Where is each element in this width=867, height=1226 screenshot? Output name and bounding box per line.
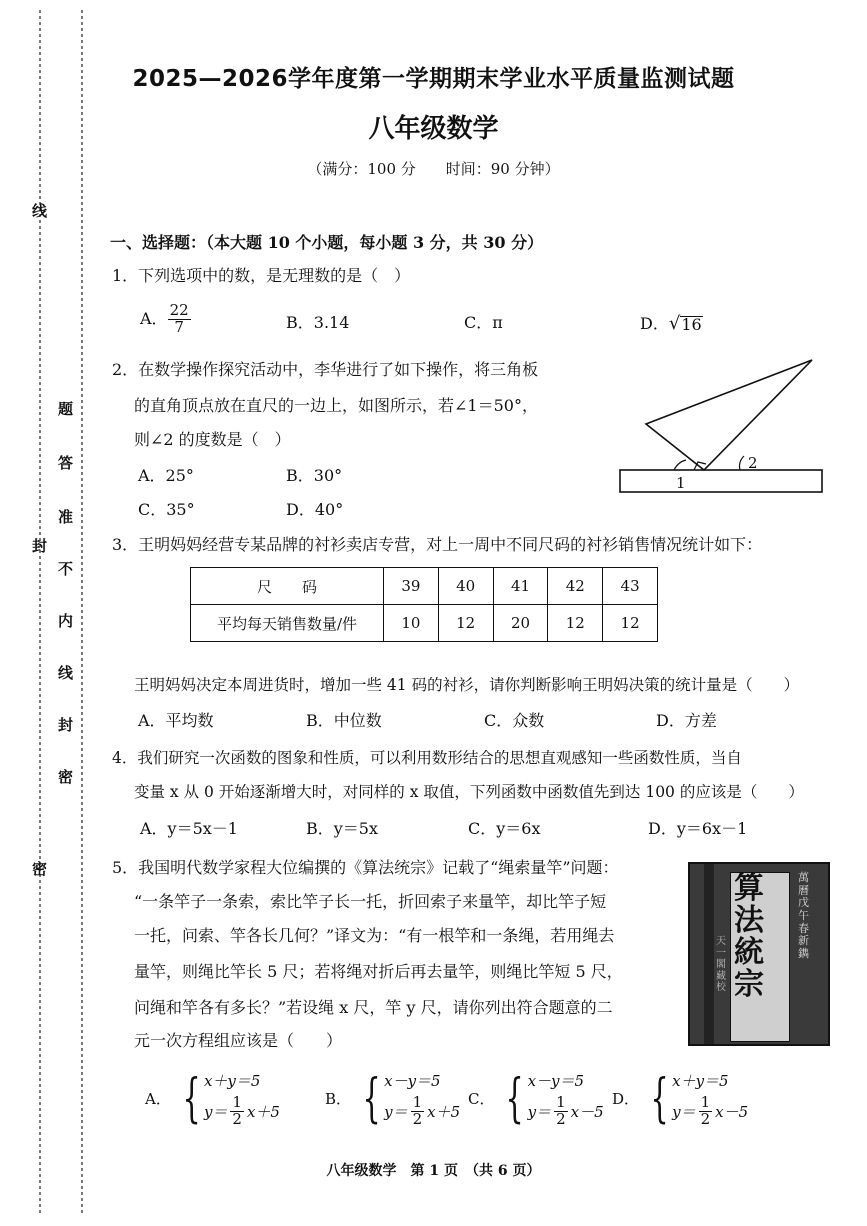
q5-option-c <box>468 1070 604 1128</box>
fraction-den: 2 <box>700 1109 711 1128</box>
margin-char-zhun: 准 <box>58 508 74 526</box>
table-row <box>191 605 658 642</box>
q5-option-b <box>325 1070 460 1128</box>
q1-d-label: D． <box>640 314 669 333</box>
eq-pre: y＝ <box>384 1102 408 1121</box>
table-cell: 10 <box>384 605 439 642</box>
suanfa-tongzong-book-image <box>688 862 830 1046</box>
equation-line-2 <box>384 1095 460 1128</box>
equation-system <box>498 1070 603 1128</box>
q5-line4: 量竿，则绳比竿长 5 尺；若将绳对折后再去量竿，则绳比竿短 5 尺， <box>134 962 623 981</box>
q1-d-radicand: 16 <box>681 314 702 334</box>
q2-line2: 的直角顶点放在直尺的一边上，如图所示，若∠1＝50°， <box>134 396 538 415</box>
q4-option-c: C．y＝6x <box>468 819 541 838</box>
fraction-num: 1 <box>232 1093 242 1111</box>
eq-post: x－5 <box>570 1102 604 1121</box>
fraction-den: 2 <box>556 1109 566 1128</box>
eq-pre: y＝ <box>672 1102 696 1121</box>
exam-meta: （满分：100 分 时间：90 分钟） <box>307 160 560 178</box>
equation-line-1: x＋y＝5 <box>203 1072 261 1090</box>
table-cell: 20 <box>493 605 548 642</box>
margin-char-mi-left: 密 <box>32 860 48 878</box>
q1-option-d <box>640 315 703 333</box>
equation-line-1: x＋y＝5 <box>672 1072 729 1090</box>
fraction <box>554 1095 568 1128</box>
q1-c-label: C． <box>464 313 493 332</box>
table-cell: 40 <box>438 568 493 605</box>
q1-a-fraction <box>168 303 191 336</box>
q5-option-d <box>612 1070 748 1128</box>
q4-option-a: A．y＝5x－1 <box>140 819 238 838</box>
fraction-den: 2 <box>232 1109 242 1128</box>
eq-post: x＋5 <box>427 1102 461 1121</box>
margin-char-nei: 内 <box>58 612 74 630</box>
table-cell: 12 <box>603 605 658 642</box>
q3-option-b: B．中位数 <box>306 711 382 730</box>
margin-char-bu: 不 <box>58 560 74 578</box>
q2-fig-label-2: 2 <box>748 454 758 472</box>
q2-line1: 2．在数学操作探究活动中，李华进行了如下操作，将三角板 <box>112 360 539 379</box>
book-small-caption: 萬曆戊午春新鐫 <box>798 871 809 960</box>
brace-icon: { <box>650 1068 669 1129</box>
q3-option-a: A．平均数 <box>138 711 214 730</box>
ruler <box>620 470 822 492</box>
q1-option-b: B．3.14 <box>286 313 350 332</box>
section-heading: 一、选择题：（本大题 10 个小题，每小题 3 分，共 30 分） <box>110 233 544 252</box>
fraction-den: 2 <box>412 1109 423 1128</box>
margin-char-ti: 题 <box>58 400 74 418</box>
fraction <box>699 1095 713 1128</box>
table-cell: 尺 码 <box>191 568 384 605</box>
q3-question: 王明妈妈决定本周进货时，增加一些 41 码的衬衫，请你判断影响王明妈决策的统计量是（ ） <box>134 676 800 694</box>
q5-line2: “一条竿子一条索，索比竿子长一托，折回索子来量竿，却比竿子短 <box>134 892 607 911</box>
sqrt-sign-icon: √ <box>668 313 681 334</box>
q3-table <box>190 567 658 642</box>
margin-char-feng: 封 <box>58 716 74 734</box>
q2-line3: 则∠2 的度数是（ ） <box>134 430 291 449</box>
q4-option-b: B．y＝5x <box>306 819 379 838</box>
q3-option-c: C．众数 <box>484 711 545 730</box>
q1-a-den: 7 <box>174 317 184 336</box>
book-char-suan: 算 <box>734 871 764 906</box>
table-cell: 12 <box>548 605 603 642</box>
q4-line2: 变量 x 从 0 开始逐渐增大时，对同样的 x 取值，下列函数中函数值先到达 100 的应该是（ ） <box>134 783 804 801</box>
margin-char-mi: 密 <box>58 768 74 786</box>
q5-d-label: D． <box>612 1090 640 1109</box>
q5-line5: 问绳和竿各有多长？”若设绳 x 尺，竿 y 尺，请你列出符合题意的二 <box>134 998 613 1017</box>
q2-option-b: B．30° <box>286 466 343 485</box>
table-cell: 39 <box>384 568 439 605</box>
exam-title: 2025—2026学年度第一学期期末学业水平质量监测试题 <box>132 66 735 92</box>
q5-line6: 元一次方程组应该是（ ） <box>134 1031 343 1050</box>
fraction-num: 1 <box>412 1093 423 1111</box>
book-char-zong: 宗 <box>734 967 764 1002</box>
q1-option-a <box>140 303 191 336</box>
book-char-tong: 統 <box>734 935 764 970</box>
q1-stem: 1．下列选项中的数，是无理数的是（ ） <box>112 266 411 285</box>
q3-option-d: D．方差 <box>656 711 717 730</box>
fraction <box>411 1095 425 1128</box>
table-cell: 43 <box>603 568 658 605</box>
binding-margin-lines <box>0 0 90 1226</box>
brace-icon: { <box>182 1068 201 1129</box>
q4-line1: 4．我们研究一次函数的图象和性质，可以利用数形结合的思想直观感知一些函数性质，当自 <box>112 749 742 767</box>
q3-stem: 3．王明妈妈经营专某品牌的衬衫卖店专营，对上一周中不同尺码的衬衫销售情况统计如下： <box>112 535 763 554</box>
q5-line1: 5．我国明代数学家程大位编撰的《算法统宗》记载了“绳索量竿”问题： <box>112 858 619 877</box>
q1-c-value: π <box>492 313 503 332</box>
q5-b-label: B． <box>325 1090 352 1109</box>
q1-a-num: 22 <box>169 301 189 319</box>
book-char-fa: 法 <box>734 903 764 938</box>
table-cell: 12 <box>438 605 493 642</box>
book-side-caption: 天一閣藏校 <box>716 936 726 993</box>
equation-line-2 <box>672 1095 748 1128</box>
q2-option-c: C．35° <box>138 500 195 519</box>
eq-pre: y＝ <box>203 1102 228 1121</box>
equation-system <box>355 1070 460 1128</box>
eq-post: x－5 <box>715 1102 749 1121</box>
equation-line-2 <box>528 1095 604 1128</box>
table-cell: 41 <box>493 568 548 605</box>
margin-char-xian2: 线 <box>58 664 74 682</box>
triangle <box>646 360 812 470</box>
q5-a-label: A． <box>145 1090 171 1109</box>
equation-system <box>175 1070 280 1128</box>
q1-a-label: A． <box>140 309 168 329</box>
q1-option-c <box>464 315 503 331</box>
fraction-num: 1 <box>556 1093 566 1111</box>
q5-c-label: C． <box>468 1090 495 1109</box>
q5-line3: 一托，问索、竿各长几何？”译文为：“有一根竿和一条绳，若用绳去 <box>134 926 615 945</box>
brace-icon: { <box>505 1068 525 1129</box>
margin-char-da: 答 <box>58 454 74 472</box>
q5-option-a <box>145 1070 280 1128</box>
q2-option-a: A．25° <box>138 466 194 485</box>
fraction-num: 1 <box>700 1093 711 1111</box>
q4-option-d: D．y＝6x－1 <box>648 819 748 838</box>
equation-system <box>643 1070 748 1128</box>
brace-icon: { <box>362 1068 381 1129</box>
equation-line-1: x－y＝5 <box>384 1072 441 1090</box>
equation-line-2 <box>204 1095 280 1128</box>
q2-option-d: D．40° <box>286 500 344 519</box>
equation-line-1: x－y＝5 <box>527 1072 585 1090</box>
eq-pre: y＝ <box>527 1102 552 1121</box>
subject-title: 八年级数学 <box>368 114 499 144</box>
q2-figure-triangle-ruler <box>612 356 827 496</box>
fraction <box>230 1095 244 1128</box>
page-footer: 八年级数学 第 1 页 （共 6 页） <box>326 1163 541 1179</box>
margin-char-feng-left: 封 <box>32 537 48 555</box>
table-cell: 平均每天销售数量/件 <box>191 605 384 642</box>
eq-post: x＋5 <box>246 1102 280 1121</box>
table-row <box>191 568 658 605</box>
margin-char-xian: 线 <box>32 202 48 220</box>
table-cell: 42 <box>548 568 603 605</box>
q2-fig-label-1: 1 <box>676 474 686 492</box>
